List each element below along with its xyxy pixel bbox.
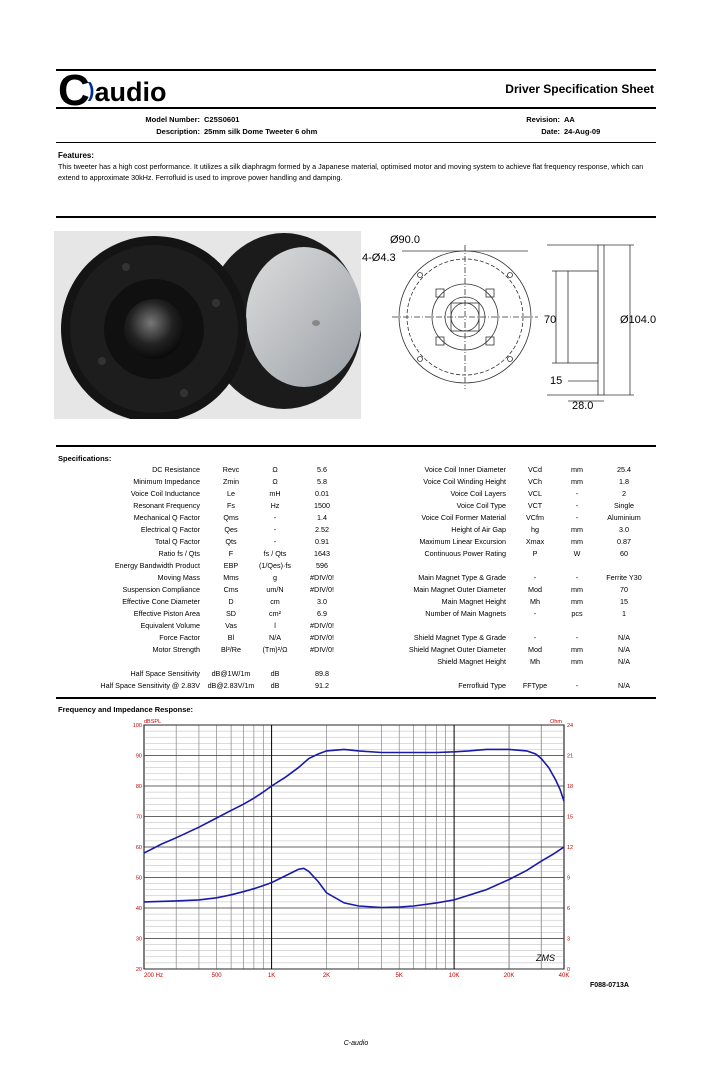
y-tick-label-right: 0 — [567, 967, 571, 973]
y-tick-label-right: 12 — [567, 845, 574, 851]
spec-unit: - — [575, 573, 579, 582]
x-tick-label: 20K — [503, 973, 515, 979]
spec-name: Voice Coil Type — [456, 501, 506, 510]
spec-name: Force Factor — [159, 633, 200, 642]
spec-value: Aluminium — [607, 513, 641, 522]
x-tick-label: 500 — [211, 973, 222, 979]
spec-name: Moving Mass — [157, 573, 200, 582]
spec-unit: - — [575, 513, 579, 522]
spec-symbol: hg — [531, 525, 539, 534]
x-tick-label: 40K — [558, 973, 570, 979]
spec-value: 0.87 — [617, 537, 631, 546]
left-axis-unit: dBSPL — [144, 719, 162, 725]
spec-symbol: - — [533, 633, 537, 642]
product-photo — [54, 231, 361, 419]
x-tick-label: 5K — [395, 973, 403, 979]
spec-name: Voice Coil Former Material — [421, 513, 506, 522]
spec-symbol: Mh — [530, 597, 540, 606]
spec-name: Ratio fs / Qts — [158, 549, 200, 558]
spec-unit: dB — [270, 669, 280, 678]
spec-name: Half Space Sensitivity @ 2.83V — [100, 681, 200, 690]
spec-name: DC Resistance — [152, 465, 200, 474]
spec-value: N/A — [618, 657, 630, 666]
right-axis-unit: Ohm — [550, 719, 562, 725]
spec-unit: pcs — [571, 609, 583, 618]
y-tick-label-right: 3 — [567, 936, 571, 943]
spec-value: 1.8 — [619, 477, 629, 486]
spec-unit: l — [274, 621, 276, 630]
spec-unit: W — [573, 549, 581, 558]
spec-unit — [560, 560, 594, 572]
spec-unit: g — [273, 573, 277, 582]
spec-name: Shield Magnet Type & Grade — [413, 633, 506, 642]
y-tick-label-right: 6 — [567, 906, 571, 912]
specs-rule — [56, 697, 656, 699]
specifications-heading: Specifications: — [58, 454, 112, 463]
spec-unit: um/N — [266, 585, 284, 594]
spec-symbol: Qes — [224, 525, 238, 534]
spec-value: 3.0 — [317, 597, 327, 606]
spec-name: Main Magnet Height — [441, 597, 506, 606]
spec-unit: fs / Qts — [263, 549, 287, 558]
dim-holes: 4-Ø4.3 — [362, 252, 396, 264]
dim-70: 70 — [544, 314, 557, 326]
spec-unit: Hz — [270, 501, 280, 510]
spec-value: 1.4 — [317, 513, 327, 522]
spec-symbol: Bl — [227, 633, 235, 642]
y-tick-label-right: 18 — [567, 784, 574, 790]
frequency-response-heading: Frequency and Impedance Response: — [58, 705, 194, 714]
spec-unit: - — [273, 513, 277, 522]
y-tick-label-right: 9 — [567, 875, 571, 882]
meta-rule — [56, 142, 656, 143]
spec-value: 5.6 — [317, 465, 327, 474]
spec-name: Continuous Power Rating — [424, 549, 506, 558]
spec-name: Number of Main Magnets — [425, 609, 506, 618]
spec-symbol: Cms — [223, 585, 239, 594]
y-tick-label-right: 15 — [567, 814, 574, 821]
spec-symbol: EBP — [223, 561, 239, 570]
y-tick-label-left: 60 — [135, 845, 142, 851]
spec-symbol — [512, 620, 558, 632]
features-heading: Features: — [58, 151, 95, 160]
spec-symbol: FFType — [522, 681, 548, 690]
spec-unit: cm — [270, 597, 280, 606]
spec-value: Single — [614, 501, 634, 510]
document-number: F088-0713A — [590, 982, 629, 989]
spec-symbol: - — [533, 609, 537, 618]
spec-symbol: dB@1W/1m — [211, 669, 251, 678]
model-value: C25S0601 — [204, 115, 240, 124]
date-value: 24-Aug-09 — [564, 127, 601, 136]
spec-symbol — [512, 560, 558, 572]
y-tick-label-left: 100 — [132, 723, 142, 729]
x-tick-label: 1K — [267, 973, 276, 979]
spec-symbol: VCfm — [526, 513, 544, 522]
logo-arc-icon: ) — [87, 80, 95, 102]
model-label: Model Number: — [145, 115, 200, 124]
y-tick-label-left: 80 — [135, 784, 142, 790]
spec-name — [360, 560, 506, 572]
spec-unit — [560, 620, 594, 632]
spec-name: Energy Bandwidth Product — [114, 561, 200, 570]
spec-value: 0.91 — [315, 537, 329, 546]
spec-unit: Ω — [272, 465, 278, 474]
spec-name: Motor Strength — [152, 645, 200, 654]
spec-value: #DIV/0! — [310, 633, 334, 642]
spec-unit: - — [575, 633, 579, 642]
spec-name: Effective Cone Diameter — [122, 597, 200, 606]
y-tick-label-left: 70 — [135, 814, 142, 821]
spec-name: Ferrofluid Type — [458, 681, 506, 690]
spec-value: 2.52 — [315, 525, 329, 534]
spec-value: 5.8 — [317, 477, 327, 486]
dim-d104: Ø104.0 — [620, 314, 657, 326]
spec-name: Resonant Frequency — [133, 501, 200, 510]
spec-name: Total Q Factor — [154, 537, 200, 546]
tweeter-photo-image — [54, 231, 361, 419]
spec-value: 1643 — [314, 549, 330, 558]
spec-value: N/A — [618, 645, 630, 654]
dim-28: 28.0 — [572, 400, 594, 412]
spec-symbol: Qms — [223, 513, 239, 522]
y-tick-label-left: 40 — [135, 906, 142, 912]
spec-name: Minimum Impedance — [133, 477, 200, 486]
spec-unit: (1/Qes)·fs — [259, 561, 291, 570]
dim-d90: Ø90.0 — [390, 234, 420, 246]
spec-unit: (Tm)²/Ω — [262, 645, 288, 654]
spec-value: #DIV/0! — [310, 585, 334, 594]
spec-symbol: VCL — [528, 489, 542, 498]
spec-symbol: Bl²/Re — [221, 645, 241, 654]
spec-symbol: P — [532, 549, 538, 558]
spec-name: Equivalent Volume — [140, 621, 200, 630]
spec-unit: cm² — [269, 609, 281, 618]
spec-value: 2 — [622, 489, 626, 498]
spec-symbol: dB@2.83V/1m — [207, 681, 255, 690]
spec-unit: mm — [571, 465, 583, 474]
spec-value: 0.01 — [315, 489, 329, 498]
spec-symbol: Le — [227, 489, 235, 498]
spec-symbol: Mms — [223, 573, 239, 582]
spec-symbol: VCT — [527, 501, 543, 510]
x-tick-label: 2K — [322, 973, 331, 979]
spec-value: N/A — [618, 681, 630, 690]
y-tick-label-right: 21 — [567, 753, 574, 760]
y-tick-label-left: 20 — [135, 967, 142, 973]
spec-unit: mm — [571, 525, 583, 534]
spec-value: 60 — [620, 549, 628, 558]
spec-name: Voice Coil Layers — [450, 489, 506, 498]
date-label: Date: — [541, 127, 560, 136]
spec-name — [360, 620, 506, 632]
spec-unit: Ω — [272, 477, 278, 486]
footer-text: C-audio — [343, 1040, 369, 1047]
spec-symbol: Revc — [222, 465, 240, 474]
spec-unit: - — [273, 525, 277, 534]
description-value: 25mm silk Dome Tweeter 6 ohm — [204, 127, 318, 136]
spec-name: Effective Piston Area — [133, 609, 200, 618]
spec-symbol: Mod — [528, 645, 542, 654]
revision-value: AA — [564, 115, 575, 124]
logo-c: C — [58, 66, 88, 115]
spec-name: Suspension Compliance — [122, 585, 200, 594]
description-label: Description: — [156, 127, 200, 136]
spec-name: Shield Magnet Height — [437, 657, 506, 666]
spec-value: 91.2 — [315, 681, 329, 690]
x-tick-label: 10K — [448, 973, 460, 979]
spec-unit: - — [273, 537, 277, 546]
spec-symbol: D — [228, 597, 234, 606]
spec-value: 596 — [316, 561, 328, 570]
spec-name: Height of Air Gap — [451, 525, 506, 534]
x-tick-label: 200 Hz — [144, 973, 164, 979]
spec-value: #DIV/0! — [310, 573, 334, 582]
spec-name: Mechanical Q Factor — [133, 513, 200, 522]
spec-unit: dB — [270, 681, 280, 690]
revision-label: Revision: — [526, 115, 560, 124]
spec-value: 70 — [620, 585, 628, 594]
spec-name: Maximum Linear Excursion — [419, 537, 506, 546]
spec-symbol: Fs — [227, 501, 235, 510]
spec-value: Ferrite Y30 — [606, 573, 642, 582]
spec-value — [596, 560, 652, 572]
spec-unit: mH — [269, 489, 281, 498]
y-tick-label-left: 50 — [135, 875, 142, 882]
spec-symbol: VCh — [528, 477, 542, 486]
spec-symbol: - — [533, 573, 537, 582]
technical-drawing — [362, 231, 662, 419]
spec-value: N/A — [618, 633, 630, 642]
spec-unit: mm — [571, 477, 583, 486]
spec-symbol: Vas — [225, 621, 237, 630]
spec-symbol: F — [228, 549, 234, 558]
spec-symbol: VCd — [528, 465, 542, 474]
spec-name: Main Magnet Type & Grade — [418, 573, 506, 582]
spec-value: #DIV/0! — [310, 645, 334, 654]
frequency-impedance-chart — [128, 716, 578, 984]
spec-value: 25.4 — [617, 465, 631, 474]
spec-value: 1 — [622, 609, 626, 618]
spec-symbol: Qts — [225, 537, 237, 546]
spec-unit: N/A — [269, 633, 281, 642]
spec-value: 1500 — [314, 501, 330, 510]
header-rule — [56, 107, 656, 109]
drawing-rule — [56, 445, 656, 447]
spec-unit: - — [575, 681, 579, 690]
spec-name: Voice Coil Winding Height — [423, 477, 506, 486]
spec-name: Electrical Q Factor — [140, 525, 200, 534]
spec-name: Half Space Sensitivity — [130, 669, 200, 678]
dim-15: 15 — [550, 375, 563, 387]
spec-value: 89.8 — [315, 669, 329, 678]
y-tick-label-right: 24 — [567, 723, 574, 729]
features-text: This tweeter has a high cost performance. It utilizes a silk diaphragm formed by a Japanese material, optimised motor and moving system to achieve flat frequency response, which can extend to approximate 30kHz. Ferrofluid is used to improve power handling and damping. — [58, 162, 644, 182]
features-rule — [56, 216, 656, 218]
spec-symbol: Xmax — [525, 537, 545, 546]
spec-unit: - — [575, 501, 579, 510]
spec-value: 6.9 — [317, 609, 327, 618]
sheet-title: Driver Specification Sheet — [505, 82, 654, 96]
spec-unit: mm — [571, 585, 583, 594]
spec-unit: mm — [571, 537, 583, 546]
spec-value: 3.0 — [619, 525, 629, 534]
spec-value: #DIV/0! — [310, 621, 334, 630]
spec-value — [596, 620, 652, 632]
spec-symbol: SD — [226, 609, 236, 618]
spec-value: 15 — [620, 597, 628, 606]
spec-unit: mm — [571, 597, 583, 606]
spec-unit: mm — [571, 645, 583, 654]
spec-symbol: Zmin — [223, 477, 239, 486]
spec-symbol: Mh — [530, 657, 540, 666]
signature: ZMS — [536, 953, 555, 963]
y-tick-label-left: 30 — [135, 936, 142, 943]
spec-unit: mm — [571, 657, 583, 666]
logo-audio: audio — [94, 77, 167, 107]
spec-symbol: Mod — [528, 585, 542, 594]
spec-name: Voice Coil Inner Diameter — [424, 465, 506, 474]
spec-name: Voice Coil Inductance — [130, 489, 200, 498]
y-tick-label-left: 90 — [135, 753, 142, 760]
spec-name: Main Magnet Outer Diameter — [413, 585, 506, 594]
spec-name: Shield Magnet Outer Diameter — [408, 645, 506, 654]
spec-unit: - — [575, 489, 579, 498]
